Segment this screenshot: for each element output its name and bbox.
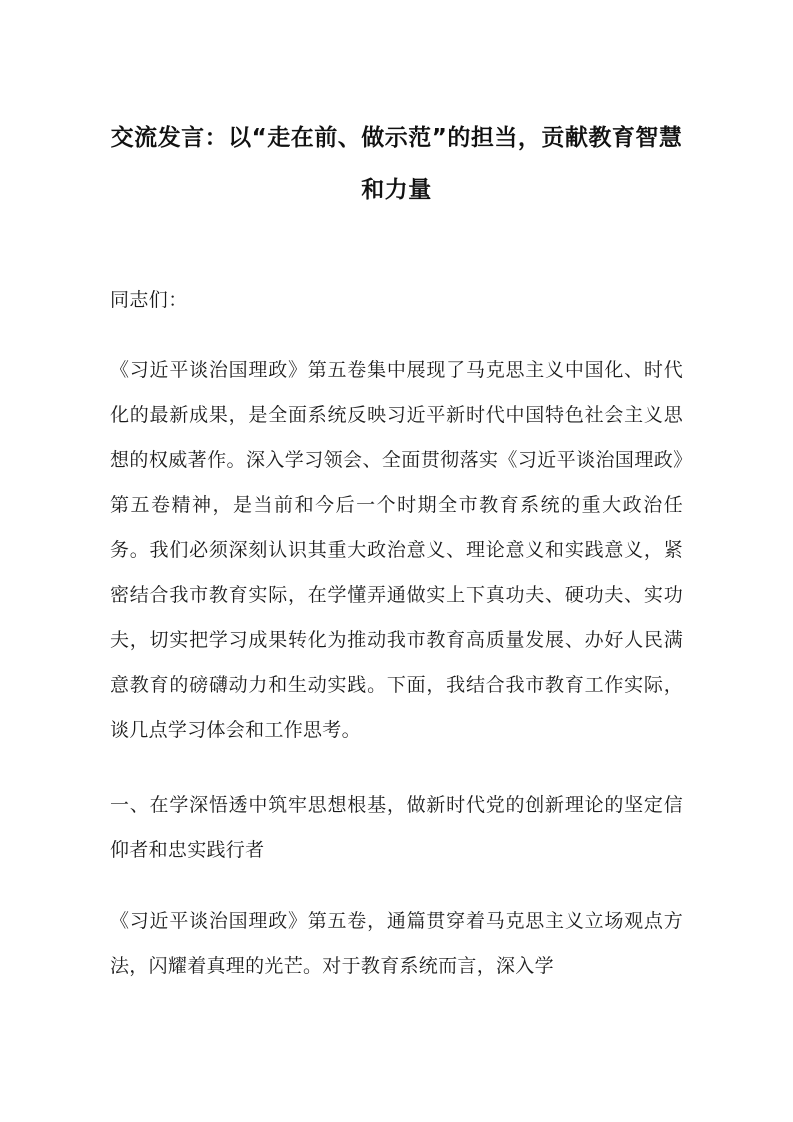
page-title: 交流发言：以“走在前、做示范”的担当，贡献教育智慧和力量 [110, 125, 683, 203]
section-heading-1: 一、在学深悟透中筑牢思想根基，做新时代党的创新理论的坚定信仰者和忠实践行者 [110, 794, 683, 861]
body-paragraph-2: 《习近平谈治国理政》第五卷，通篇贯穿着马克思主义立场观点方法，闪耀着真理的光芒。对于教育系统而言，深入学 [110, 910, 683, 977]
body-paragraph-1: 《习近平谈治国理政》第五卷集中展现了马克思主义中国化、时代化的最新成果，是全面系统反映习近平新时代中国特色社会主义思想的权威著作。深入学习领会、全面贯彻落实《习近平谈治国理政》第五卷精神，是当前和今后一个时期全市教育系统的重大政治任务。我们必须深刻认识其重大政治意义、理论意义和实践意义，紧密结合我市教育实际，在学懂弄通做实上下真功夫、硬功夫、实功夫，切实把学习成果转化为推动我市教育高质量发展、办好人民满意教育的磅礴动力和生动实践。下面，我结合我市教育工作实际，谈几点学习体会和工作思考。 [110, 359, 683, 741]
salutation: 同志们： [110, 289, 188, 311]
title-spacer [110, 216, 683, 278]
